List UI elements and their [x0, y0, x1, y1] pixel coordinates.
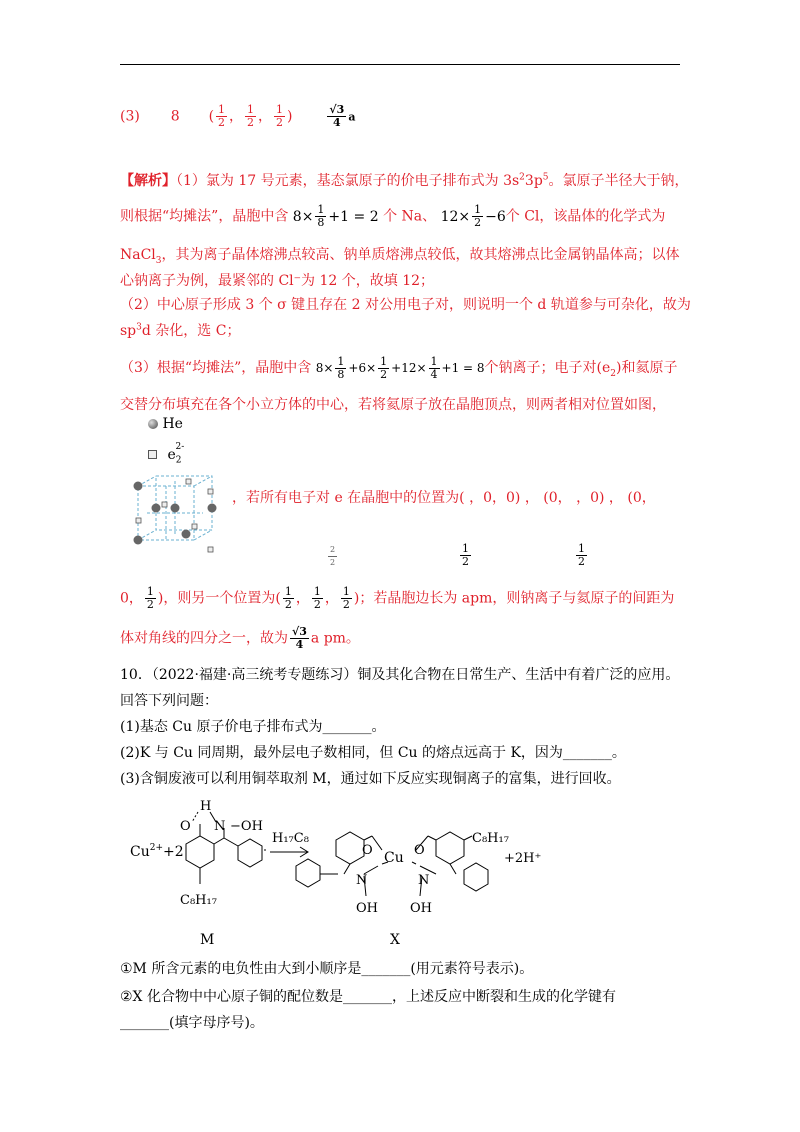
analysis-line-3: NaCl$_3$，其为离子晶体熔沸点较高、钠单质熔沸点较低，故其熔沸点比金属钠晶体高；以体	[120, 247, 680, 266]
analysis-line-2: 则根据“均摊法”，晶胞中含 8× $\frac{1}{8}$ +1 = 2 个 Na、 12× $\frac{1}{2}$ −6个 Cl，该晶体的化学式为	[120, 203, 666, 229]
m-h-label: H	[200, 799, 212, 814]
h-ion-label: +2H⁺	[504, 851, 542, 866]
x-h17c8-label: H₁₇C₈	[272, 831, 309, 846]
electron-pair-icon	[148, 450, 157, 459]
crystal-cell-diagram	[128, 474, 220, 564]
label-x: X	[390, 932, 400, 948]
q10-sub-1: ①M 所含元素的电负性由大到小顺序是_______(用元素符号表示)。	[120, 961, 534, 977]
analysis-line-4: 心钠离子为例，最紧邻的 Cl⁻为 12 个，故填 12；	[120, 273, 435, 289]
analysis-line-6: $sp^3d$ 杂化，选 C；	[120, 322, 241, 339]
m-oh-label: −OH	[230, 819, 263, 834]
analysis-line-1: 【解析】（1）氯为 17 号元素，基态氯原子的价电子排布式为 $3s^23p^5$。氯原子半径大于钠，	[120, 172, 689, 189]
reaction-scheme	[120, 792, 560, 952]
half-fraction: $\frac{1}{2}$	[218, 103, 226, 129]
analysis-line-8: 交替分布填充在各个小立方体的中心，若将氦原子放在晶胞顶点，则两者相对位置如图，	[120, 397, 666, 413]
x-cu-label: Cu	[384, 850, 404, 866]
half-fraction: $\frac{1}{2}$	[276, 103, 284, 129]
analysis-line-5: （2）中心原子形成 3 个 σ 键且存在 2 对公用电子对，则说明一个 d 轨道参与可杂化，故为	[120, 297, 691, 313]
analysis-line-10: 0， $\frac{1}{2}$ )，则另一个位置为( $\frac{1}{2}$ ， $\frac{1}{2}$ ， $\frac{1}{2}$ )；若晶胞边长为 apm，则钠离子与氦原子的间距为	[120, 585, 675, 611]
x-n-right: N	[418, 873, 430, 888]
q10-line-5: (3)含铜废液可以利用铜萃取剂 M，通过如下反应实现铜离子的富集，进行回收。	[120, 771, 621, 787]
x-o-right: O	[414, 843, 425, 858]
cu-ion-label: $Cu^{2+}+2$	[130, 843, 184, 860]
analysis-line-9: ，若所有电子对 e 在晶胞中的位置为( ，0，0) ， (0， ，0) ， (0，	[232, 490, 656, 506]
legend-e2: $e_2^{2-}$	[148, 446, 184, 465]
answer-3-line: (3) 8 ( $\frac{1}{2}$ ， $\frac{1}{2}$ ， $\frac{1}{2}$ ) $\frac{√3}{4}$ a	[120, 103, 356, 129]
m-c8h17-label: C₈H₁₇	[180, 893, 217, 908]
x-n-left: N	[356, 873, 368, 888]
m-o-label: O	[180, 819, 191, 834]
x-o-left: O	[362, 843, 373, 858]
x-oh-right: OH	[410, 901, 432, 916]
m-n-label: N	[214, 819, 226, 834]
legend-he: He	[148, 416, 183, 432]
q10-sub-2: ②X 化合物中中心原子铜的配位数是_______，上述反应中断裂和生成的化学键有	[120, 989, 616, 1005]
q10-line-4: (2)K 与 Cu 同周期，最外层电子数相同，但 Cu 的熔点远高于 K，因为_______。	[120, 745, 626, 761]
q10-line-3: (1)基态 Cu 原子价电子排布式为_______。	[120, 719, 386, 735]
x-oh-left: OH	[356, 901, 378, 916]
header-rule	[120, 64, 680, 65]
label-m: M	[200, 932, 215, 948]
q10-heading: 10．（2022·福建·高三统考专题练习）铜及其化合物在日常生产、生活中有着广泛的应用。	[120, 667, 680, 683]
he-atom-icon	[148, 419, 158, 429]
sqrt3-over-4: $\frac{√3}{4}$	[329, 103, 345, 129]
fraction-half-b: $\frac{1}{2}$	[578, 542, 585, 568]
x-c8h17-label: C₈H₁₇	[472, 831, 509, 846]
q10-sub-3: _______(填字母序号)。	[120, 1015, 264, 1031]
fraction-row: $\frac{2}{2}$	[330, 545, 336, 567]
analysis-line-11: 体对角线的四分之一，故为 $\frac{√3}{4}$ a pm。	[120, 625, 360, 651]
analysis-line-7: （3）根据“均摊法”，晶胞中含 8× $\frac{1}{8}$ +6× $\frac{1}{2}$ +12× $\frac{1}{4}$ +1 = 8个钠离子；电子对$(e_2)$和氦原子	[120, 355, 678, 381]
q10-line-2: 回答下列问题：	[120, 693, 218, 709]
half-fraction: $\frac{1}{2}$	[247, 103, 255, 129]
fraction-half-a: $\frac{1}{2}$	[462, 542, 469, 568]
